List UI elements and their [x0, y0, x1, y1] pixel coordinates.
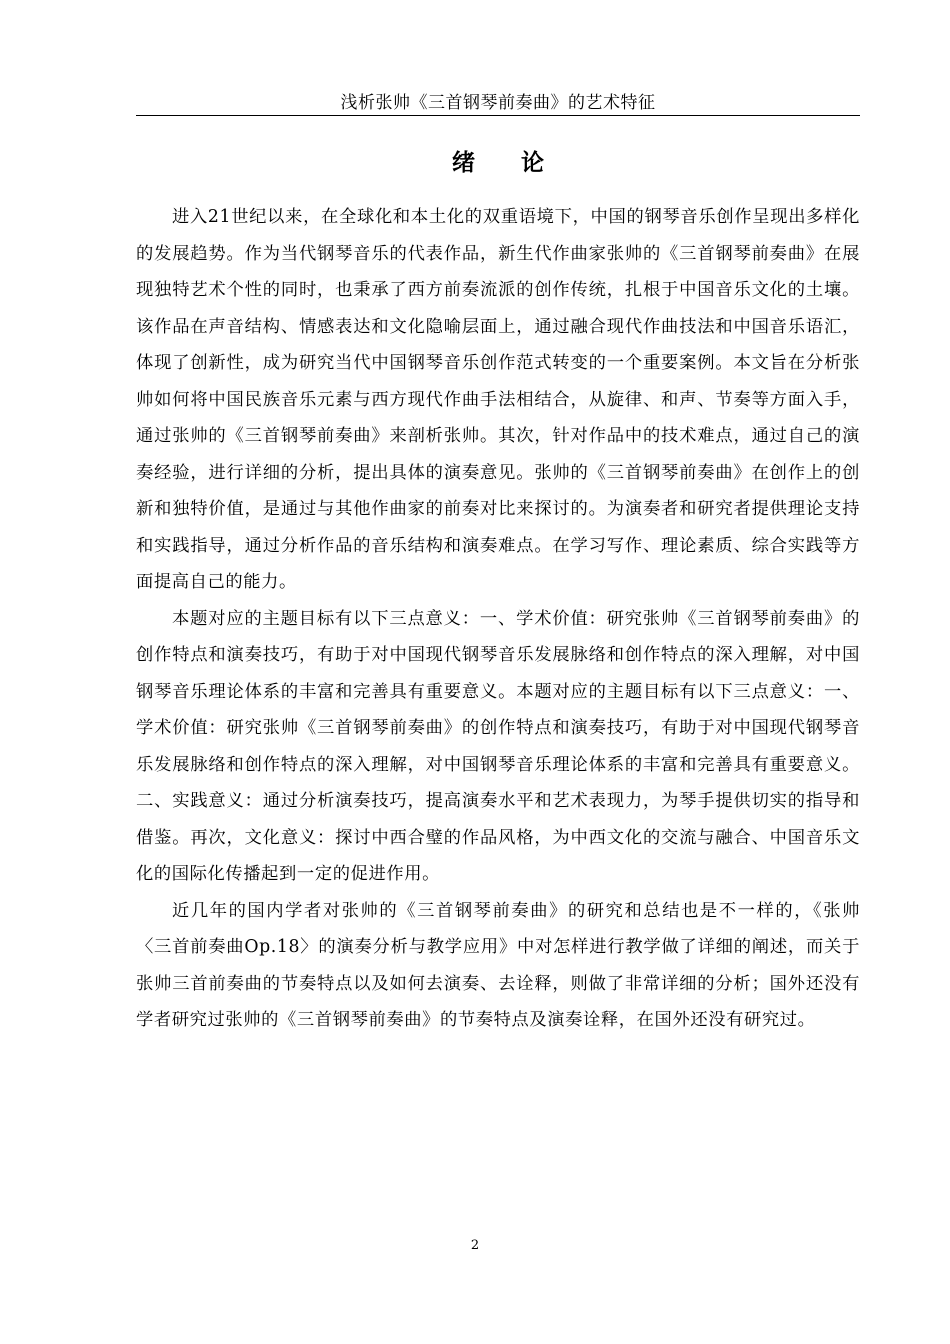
section-title-part2: 论	[521, 150, 544, 176]
running-header: 浅析张帅《三首钢琴前奏曲》的艺术特征	[340, 93, 656, 113]
paragraph-intro: 进入21世纪以来，在全球化和本土化的双重语境下，中国的钢琴音乐创作呈现出多样化的发展趋势。作为当代钢琴音乐的代表作品，新生代作曲家张帅的《三首钢琴前奏曲》在展现独特艺术个性的同时，也秉承了西方前奏流派的创作传统，扎根于中国音乐文化的土壤。该作品在声音结构、情感表达和文化隐喻层面上，通过融合现代作曲技法和中国音乐语汇，体现了创新性，成为研究当代中国钢琴音乐创作范式转变的一个重要案例。本文旨在分析张帅如何将中国民族音乐元素与西方现代作曲手法相结合，从旋律、和声、节奏等方面入手，通过张帅的《三首钢琴前奏曲》来剖析张帅。其次，针对作品中的技术难点，通过自己的演奏经验，进行详细的分析，提出具体的演奏意见。张帅的《三首钢琴前奏曲》在创作上的创新和独特价值，是通过与其他作曲家的前奏对比来探讨的。为演奏者和研究者提供理论支持和实践指导，通过分析作品的音乐结构和演奏难点。在学习写作、理论素质、综合实践等方面提高自己的能力。	[136, 207, 860, 592]
section-title	[136, 146, 860, 180]
paragraph-significance: 本题对应的主题目标有以下三点意义：一、学术价值：研究张帅《三首钢琴前奏曲》的创作特点和演奏技巧，有助于对中国现代钢琴音乐发展脉络和创作特点的深入理解，对中国钢琴音乐理论体系的丰富和完善具有重要意义。本题对应的主题目标有以下三点意义：一、学术价值：研究张帅《三首钢琴前奏曲》的创作特点和演奏技巧，有助于对中国现代钢琴音乐发展脉络和创作特点的深入理解，对中国钢琴音乐理论体系的丰富和完善具有重要意义。二、实践意义：通过分析演奏技巧，提高演奏水平和艺术表现力，为琴手提供切实的指导和借鉴。再次，文化意义：探讨中西合璧的作品风格，为中西文化的交流与融合、中国音乐文化的国际化传播起到一定的促进作用。	[136, 608, 860, 884]
section-title-part1: 绪	[452, 150, 475, 176]
paragraph-research-status: 近几年的国内学者对张帅的《三首钢琴前奏曲》的研究和总结也是不一样的，《张帅〈三首前奏曲Op.18〉的演奏分析与教学应用》中对怎样进行教学做了详细的阐述，而关于张帅三首前奏曲的节奏特点以及如何去演奏、去诠释，则做了非常详细的分析；国外还没有学者研究过张帅的《三首钢琴前奏曲》的节奏特点及演奏诠释，在国外还没有研究过。	[136, 900, 860, 1030]
page-number: 2	[470, 1238, 480, 1253]
body-text	[136, 199, 860, 1039]
header-rule	[136, 115, 860, 116]
